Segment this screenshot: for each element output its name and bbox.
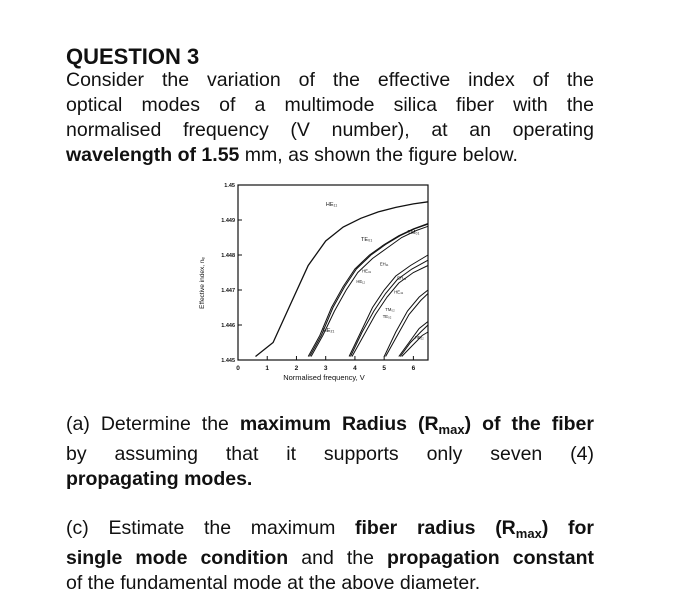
part-c-subscript: max (515, 526, 542, 541)
intro-line-4 (66, 143, 594, 168)
part-c-bold (355, 517, 594, 539)
y-tick-label: 1.446 (221, 323, 235, 329)
mode-label: HE₃₁ (362, 268, 372, 274)
part-a-prefix: (a) Determine the (66, 413, 240, 435)
part-c-line-3: of the fundamental mode at the above diameter. (66, 572, 481, 594)
wavelength-text: wavelength of 1.55 (66, 144, 240, 166)
y-tick-label: 1.45 (224, 183, 235, 189)
part-c-mid: and the (288, 547, 388, 569)
y-tick-label: 1.447 (221, 288, 235, 294)
part-c-line-2 (66, 546, 594, 571)
mode-label: TM₀₂ (385, 307, 395, 312)
mode-label: TE₀₁ (361, 237, 373, 243)
x-axis-label: Normalised frequency, V (283, 373, 365, 382)
part-a-bold-2: ) of the fiber (464, 413, 594, 435)
mode-label: TM₀₁ (407, 230, 420, 236)
intro-line-4-rest: mm, as shown the figure below. (239, 144, 518, 166)
x-tick-label: 6 (411, 365, 416, 372)
mode-label: HE₂₁ (322, 328, 335, 334)
part-c-bold-2: ) for (541, 517, 595, 539)
x-tick-label: 1 (265, 365, 270, 372)
mode-label: HE₁₁ (325, 202, 338, 208)
part-c (66, 516, 594, 596)
part-a-bold-1: maximum Radius (R (239, 413, 439, 435)
part-c-bold-3: single mode condition (66, 547, 289, 569)
part-c-bold-4: propagation constant (387, 547, 594, 569)
y-tick-label: 1.448 (221, 253, 235, 259)
effective-index-chart (196, 175, 436, 390)
part-a-line-3: propagating modes. (66, 468, 253, 490)
mode-label: EH₂₁ (397, 275, 407, 281)
y-tick-label: 1.449 (221, 218, 235, 224)
mode-curve-3 (310, 224, 428, 356)
part-a-line-2: by assuming that it supports only seven (4) (66, 443, 594, 465)
mode-label: HE₁₂ (356, 279, 366, 284)
mode-label: EH₁₁ (379, 261, 389, 267)
mode-label: HE₄₁ (394, 289, 404, 295)
part-a-bold (240, 413, 594, 435)
y-axis-label: Effective index, nₑ (199, 257, 206, 309)
x-tick-label: 3 (323, 365, 328, 372)
part-a-line-1 (66, 412, 594, 442)
x-tick-label: 4 (353, 365, 357, 372)
part-c-line-1 (66, 516, 594, 546)
mode-curve-4 (311, 226, 428, 356)
question-intro (66, 68, 594, 168)
part-a (66, 412, 594, 492)
intro-line-1: Consider the variation of the effective index of the (66, 69, 594, 91)
mode-curve-2 (308, 224, 428, 357)
mode-curve-11 (400, 325, 428, 357)
mode-label: HE₂₂ (414, 335, 424, 340)
x-tick-label: 5 (382, 365, 386, 372)
part-c-bold-1: fiber radius (R (355, 517, 516, 539)
x-tick-label: 2 (294, 365, 299, 372)
y-tick-label: 1.445 (221, 358, 235, 364)
part-a-subscript: max (438, 422, 465, 437)
part-c-prefix: (c) Estimate the maximum (66, 517, 356, 539)
question-heading: QUESTION 3 (66, 44, 200, 69)
mode-label: TE₀₂ (382, 314, 392, 319)
intro-line-3: normalised frequency (V number), at an operating (66, 119, 594, 141)
intro-line-2: optical modes of a multimode silica fiber with the (66, 94, 594, 116)
x-tick-label: 0 (236, 365, 240, 372)
